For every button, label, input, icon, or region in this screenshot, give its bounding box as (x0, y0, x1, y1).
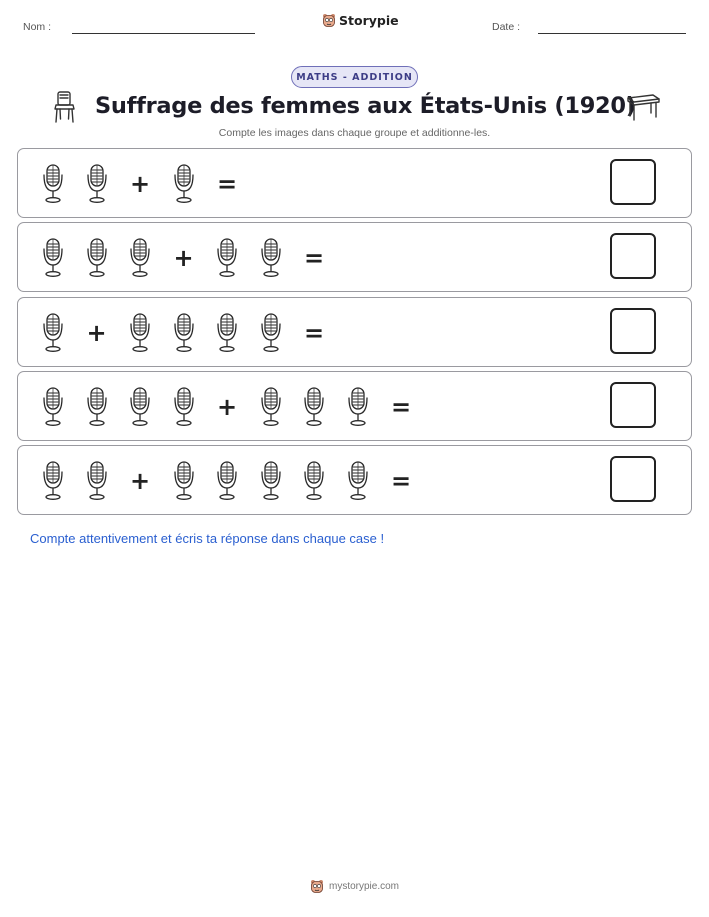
microphone-icon (42, 313, 64, 353)
microphone-icon (347, 461, 369, 501)
storypie-logo-icon (322, 13, 336, 28)
plus-sign: + (86, 318, 107, 347)
microphone-icon (173, 164, 195, 204)
equals-sign: = (390, 467, 412, 496)
answer-box[interactable] (610, 308, 656, 354)
microphone-icon (42, 387, 64, 427)
equals-sign: = (390, 392, 412, 421)
storypie-logo-icon (310, 879, 324, 894)
microphone-icon (86, 238, 108, 278)
microphone-icon (129, 387, 151, 427)
microphone-icon (42, 461, 64, 501)
brand-name: Storypie (339, 13, 399, 28)
name-label: Nom : (23, 21, 52, 33)
microphone-icon (173, 313, 195, 353)
microphone-icon (260, 387, 282, 427)
page-title: Suffrage des femmes aux États-Unis (1920) (95, 93, 636, 119)
plus-sign: + (216, 392, 238, 421)
problem-row (17, 148, 692, 218)
answer-box[interactable] (610, 382, 656, 428)
name-line[interactable] (72, 33, 255, 34)
plus-sign: + (173, 244, 194, 273)
problem-row (17, 445, 692, 515)
microphone-icon (42, 238, 64, 278)
site-url: mystorypie.com (328, 881, 399, 892)
problem-row (17, 222, 692, 292)
microphone-icon (173, 387, 195, 427)
equals-sign: = (303, 318, 325, 347)
problem-row (17, 371, 692, 441)
microphone-icon (86, 164, 108, 204)
microphone-icon (86, 387, 108, 427)
plus-sign: + (129, 467, 151, 496)
microphone-icon (216, 313, 238, 353)
subject-badge: MATHS - ADDITION (291, 66, 418, 88)
table-icon (625, 92, 661, 122)
problem-row (17, 297, 692, 367)
footer-note: Compte attentivement et écris ta réponse dans chaque case ! (30, 531, 385, 546)
chair-icon (52, 90, 78, 124)
microphone-icon (260, 461, 282, 501)
answer-box[interactable] (610, 456, 656, 502)
date-label: Date : (492, 21, 521, 33)
date-line[interactable] (538, 33, 686, 34)
microphone-icon (216, 461, 238, 501)
equals-sign: = (303, 244, 325, 273)
instructions: Compte les images dans chaque groupe et additionne-les. (218, 127, 491, 139)
microphone-icon (260, 238, 282, 278)
answer-box[interactable] (610, 159, 656, 205)
microphone-icon (86, 461, 108, 501)
microphone-icon (347, 387, 369, 427)
site-footer (0, 879, 709, 894)
microphone-icon (173, 461, 195, 501)
answer-box[interactable] (610, 233, 656, 279)
microphone-icon (42, 164, 64, 204)
plus-sign: + (129, 170, 151, 198)
microphone-icon (303, 387, 325, 427)
microphone-icon (216, 238, 238, 278)
microphone-icon (129, 238, 151, 278)
brand-logo (322, 13, 399, 28)
microphone-icon (303, 461, 325, 501)
equals-sign: = (216, 170, 238, 198)
microphone-icon (260, 313, 282, 353)
microphone-icon (129, 313, 151, 353)
